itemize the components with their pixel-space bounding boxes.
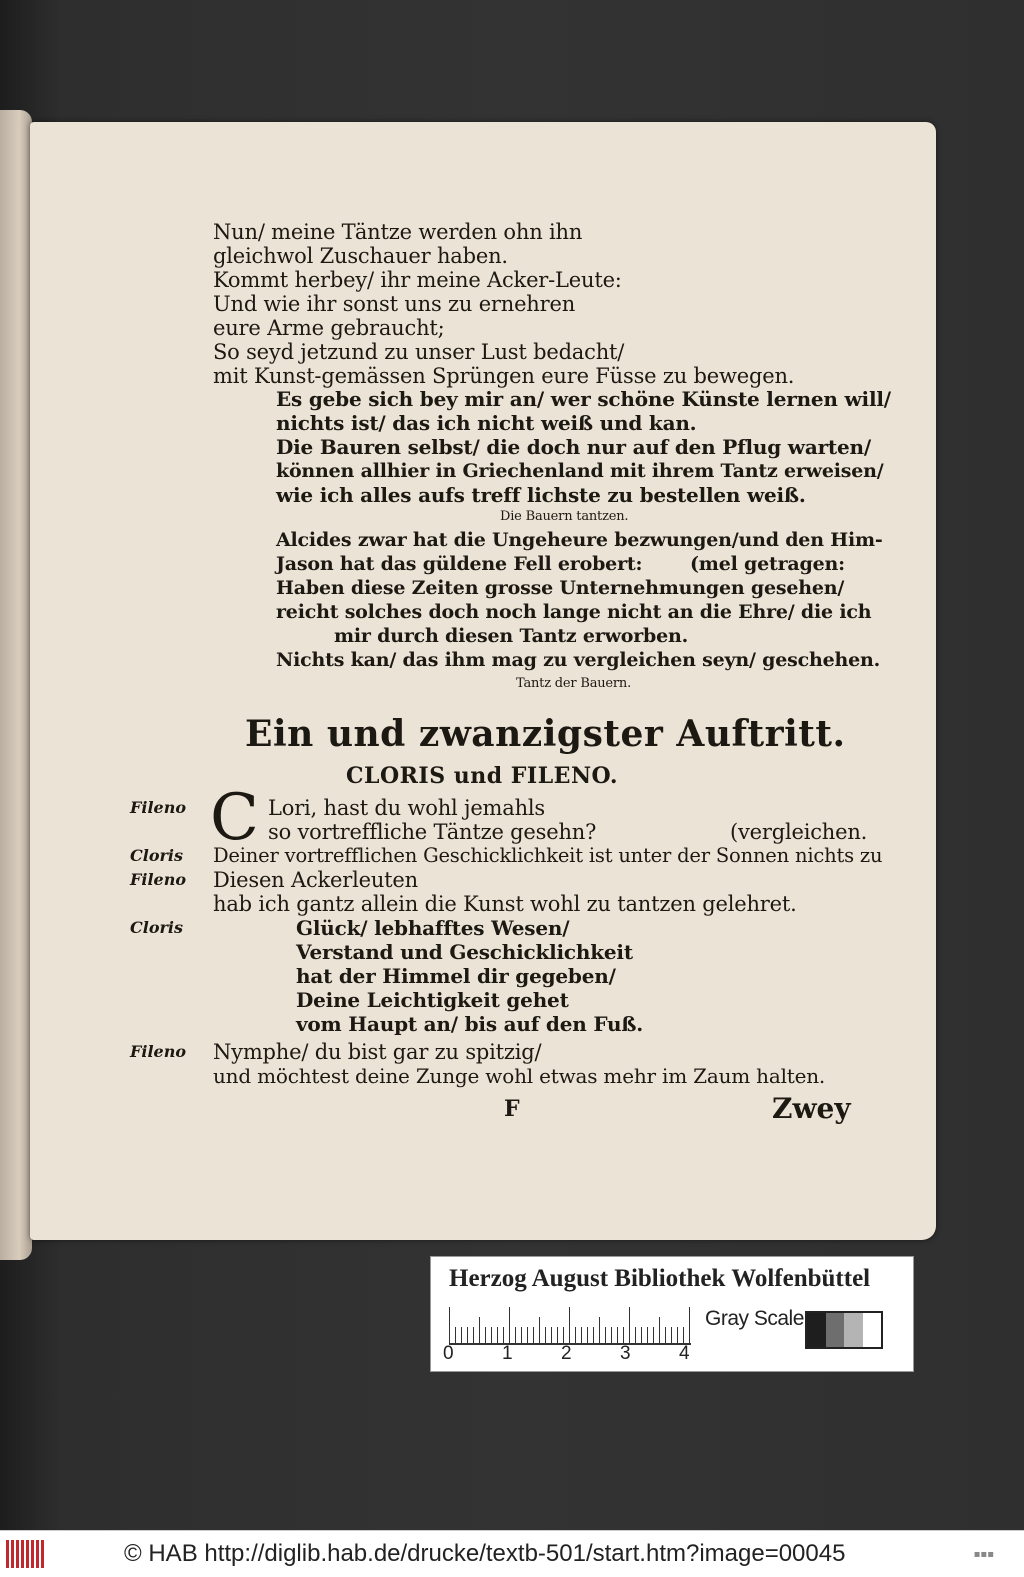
- ruler-tick: [677, 1327, 678, 1343]
- dialogue-line: hat der Himmel dir gegeben/: [296, 964, 616, 988]
- footer-bar: [0, 1530, 1024, 1577]
- ruler-tick: [611, 1327, 612, 1343]
- ruler-tick: [515, 1327, 516, 1343]
- text-line-fraktur: Haben diese Zeiten grosse Unternehmungen gesehen/: [276, 577, 845, 599]
- ruler-tick: [653, 1327, 654, 1343]
- ruler-tick: [569, 1307, 570, 1343]
- text-line: gleichwol Zuschauer haben.: [213, 244, 508, 268]
- gray-patch-white: [863, 1313, 882, 1347]
- ruler-tick: [647, 1327, 648, 1343]
- hab-logo-icon: [6, 1540, 46, 1568]
- speaker-label: Cloris: [130, 846, 183, 865]
- gray-patch-dark: [826, 1313, 845, 1347]
- ruler-tick: [491, 1327, 492, 1343]
- ruler-number: 1: [502, 1343, 513, 1364]
- speaker-label: Fileno: [130, 870, 186, 889]
- ruler-tick: [551, 1327, 552, 1343]
- text-line-fraktur: (mel getragen:: [690, 553, 845, 575]
- text-line-fraktur: Die Bauren selbst/ die doch nur auf den Pflug warten/: [276, 435, 871, 459]
- dialogue-line: Deiner vortrefflichen Geschicklichkeit ist unter der Sonnen nichts zu: [213, 844, 883, 867]
- ruler-tick: [575, 1327, 576, 1343]
- text-line: Nun/ meine Täntze werden ohn ihn: [213, 220, 583, 244]
- book-page: [30, 122, 936, 1240]
- ruler-number: 4: [679, 1343, 690, 1364]
- drop-cap: C: [210, 781, 259, 855]
- ruler-tick: [467, 1327, 468, 1343]
- text-line: So seyd jetzund zu unser Lust bedacht/: [213, 340, 625, 364]
- signature-mark: F: [504, 1096, 520, 1122]
- dialogue-line: Deine Leichtigkeit gehet: [296, 988, 569, 1012]
- scene-characters: CLORIS und FILENO.: [346, 763, 619, 789]
- stage-direction: Die Bauern tantzen.: [500, 509, 629, 524]
- ruler-tick: [689, 1307, 690, 1343]
- ruler-tick: [449, 1307, 450, 1343]
- ruler-tick: [683, 1327, 684, 1343]
- ruler-tick: [455, 1327, 456, 1343]
- ruler-tick: [623, 1327, 624, 1343]
- ruler-tick: [539, 1317, 540, 1343]
- text-line: eure Arme gebraucht;: [213, 316, 445, 340]
- dialogue-line: hab ich gantz allein die Kunst wohl zu tantzen gelehret.: [213, 892, 797, 916]
- footer-copyright-link[interactable]: © HAB http://diglib.hab.de/drucke/textb-501/start.htm?image=00045: [124, 1540, 846, 1567]
- ruler-tick: [521, 1327, 522, 1343]
- ruler-tick: [545, 1327, 546, 1343]
- ruler-tick: [563, 1327, 564, 1343]
- text-line: mit Kunst-gemässen Sprüngen eure Füsse zu bewegen.: [213, 364, 795, 388]
- ruler-tick: [557, 1327, 558, 1343]
- gray-patch-black: [807, 1313, 826, 1347]
- dialogue-line: und möchtest deine Zunge wohl etwas mehr im Zaum halten.: [213, 1064, 826, 1088]
- gray-patch-light: [844, 1313, 863, 1347]
- ruler-tick: [593, 1327, 594, 1343]
- ruler: [449, 1305, 691, 1345]
- scene-heading: Ein und zwanzigster Auftritt.: [245, 713, 846, 755]
- ruler-tick: [617, 1327, 618, 1343]
- ruler-tick: [671, 1327, 672, 1343]
- catchword: Zwey: [772, 1092, 851, 1125]
- gray-scale-patches: [805, 1311, 883, 1349]
- footer-dots: ▪▪▪: [973, 1549, 994, 1560]
- text-line-fraktur: Nichts kan/ das ihm mag zu vergleichen seyn/ geschehen.: [276, 649, 881, 671]
- dialogue-line: Lori, hast du wohl jemahls: [268, 796, 545, 820]
- dialogue-line: Verstand und Geschicklichkeit: [296, 940, 633, 964]
- ruler-tick: [641, 1327, 642, 1343]
- ruler-tick: [659, 1317, 660, 1343]
- text-line-fraktur: wie ich alles aufs treff lichste zu bestellen weiß.: [276, 483, 806, 507]
- ruler-tick: [497, 1327, 498, 1343]
- ruler-numbers: [443, 1343, 703, 1367]
- book-binding-edge: [0, 110, 32, 1260]
- ruler-tick: [605, 1327, 606, 1343]
- dialogue-line: vom Haupt an/ bis auf den Fuß.: [296, 1012, 644, 1036]
- text-line-fraktur: Alcides zwar hat die Ungeheure bezwungen/und den Him-: [276, 529, 883, 551]
- library-name: Herzog August Bibliothek Wolfenbüttel: [449, 1265, 871, 1292]
- ruler-tick: [509, 1307, 510, 1343]
- text-line-fraktur: Jason hat das güldene Fell erobert:: [276, 553, 643, 575]
- ruler-tick: [587, 1327, 588, 1343]
- ruler-tick: [635, 1327, 636, 1343]
- text-line-fraktur: Es gebe sich bey mir an/ wer schöne Künste lernen will/: [276, 387, 891, 411]
- ruler-tick: [581, 1327, 582, 1343]
- ruler-tick: [503, 1327, 504, 1343]
- ruler-number: 0: [443, 1343, 454, 1364]
- stage-direction: Tantz der Bauern.: [516, 676, 632, 691]
- ruler-tick: [629, 1307, 630, 1343]
- speaker-label: Fileno: [130, 798, 186, 817]
- speaker-label: Cloris: [130, 918, 183, 937]
- ruler-tick: [479, 1317, 480, 1343]
- ruler-tick: [533, 1327, 534, 1343]
- text-line: Kommt herbey/ ihr meine Acker-Leute:: [213, 268, 622, 292]
- dialogue-line: Glück/ lebhafftes Wesen/: [296, 916, 570, 940]
- ruler-tick: [665, 1327, 666, 1343]
- speaker-label: Fileno: [130, 1042, 186, 1061]
- dialogue-line: so vortreffliche Täntze gesehn?: [268, 820, 597, 844]
- dialogue-line: Nymphe/ du bist gar zu spitzig/: [213, 1040, 542, 1064]
- ruler-tick: [527, 1327, 528, 1343]
- ruler-tick: [599, 1317, 600, 1343]
- text-line: Und wie ihr sonst uns zu ernehren: [213, 292, 576, 316]
- color-scale-card: [430, 1256, 914, 1372]
- ruler-tick: [473, 1327, 474, 1343]
- dialogue-line: (vergleichen.: [730, 820, 868, 844]
- dialogue-line: Diesen Ackerleuten: [213, 868, 418, 892]
- text-line-fraktur: reicht solches doch noch lange nicht an die Ehre/ die ich: [276, 601, 872, 623]
- text-line-fraktur: mir durch diesen Tantz erworben.: [334, 625, 689, 647]
- text-line-fraktur: nichts ist/ das ich nicht weiß und kan.: [276, 411, 697, 435]
- text-line-fraktur: können allhier in Griechenland mit ihrem Tantz erweisen/: [276, 460, 884, 482]
- ruler-tick: [485, 1327, 486, 1343]
- ruler-tick: [461, 1327, 462, 1343]
- ruler-number: 3: [620, 1343, 631, 1364]
- gray-scale-label: Gray Scale: [705, 1307, 804, 1330]
- ruler-number: 2: [561, 1343, 572, 1364]
